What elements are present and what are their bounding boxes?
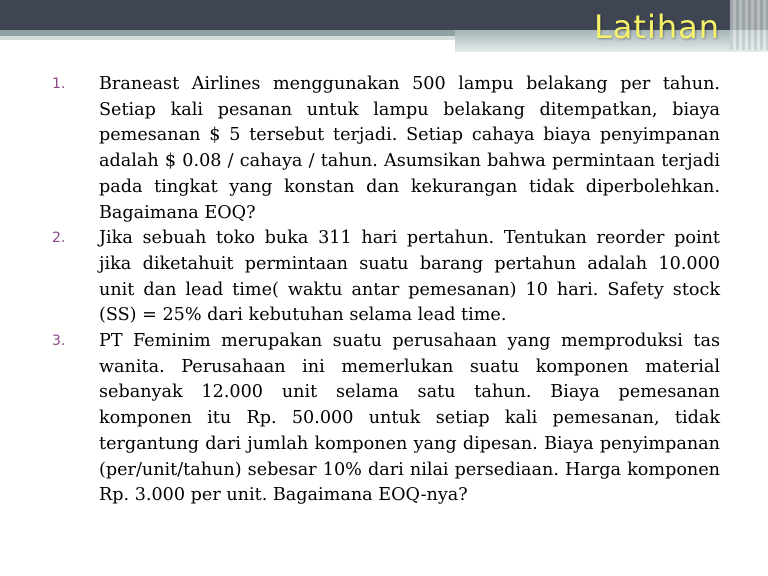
exercise-item-2 [52,226,720,329]
exercise-text: Braneast Airlines menggunakan 500 lampu belakang per tahun. Setiap kali pesanan untuk lampu belakang ditempatkan, biaya pemesanan $ 5 tersebut terjadi. Setiap cahaya biaya penyimpanan adalah $ 0.08 / cahaya / tahun. Asumsikan bahwa permintaan terjadi pada tingkat yang konstan dan kekurangan tidak diperbolehkan. Bagaimana EOQ? [99,74,720,223]
exercise-list [52,72,720,509]
exercise-text: Jika sebuah toko buka 311 hari pertahun. Tentukan reorder point jika diketahuit permintaan suatu barang pertahun adalah 10.000 unit dan lead time( waktu antar pemesanan) 10 hari. Safety stock (SS) = 25% dari kebutuhan selama lead time. [99,228,720,326]
exercise-number: 3. [52,333,66,350]
title-tab-accent [730,0,768,50]
slide-title: Latihan [593,8,720,46]
exercise-item-1 [52,72,720,226]
exercise-number: 2. [52,230,66,247]
exercise-number: 1. [52,76,66,92]
exercise-item-3 [52,329,720,509]
exercise-text: PT Feminim merupakan suatu perusahaan yang memproduksi tas wanita. Perusahaan ini memerlukan suatu komponen material sebanyak 12.000 unit selama satu tahun. Biaya pemesanan komponen itu Rp. 50.000 untuk setiap kali pemesanan, tidak tergantung dari jumlah komponen yang dipesan. Biaya penyimpanan (per/unit/tahun) sebesar 10% dari nilai persediaan. Harga komponen Rp. 3.000 per unit. Bagaimana EOQ-nya? [99,331,720,506]
